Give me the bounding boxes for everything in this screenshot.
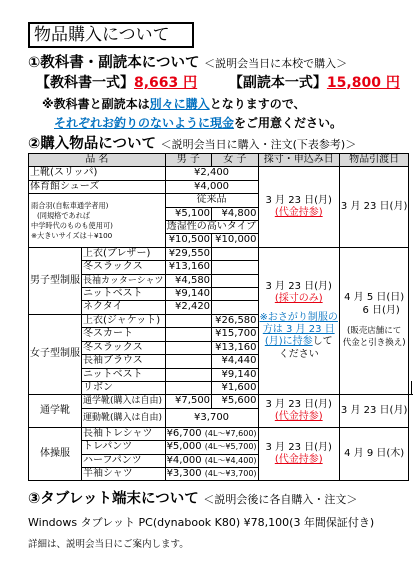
textbook-label: 【教科書一式】 xyxy=(36,75,134,91)
item-name: 体育館シューズ xyxy=(29,180,166,193)
notice-emphasis: 別々に購入 xyxy=(149,97,210,111)
payment-note-text: (代金持参) xyxy=(274,454,323,466)
size-price: (4L～¥3,700) xyxy=(204,468,257,478)
price-female: ¥10,000 xyxy=(212,234,258,247)
item-price-with-size xyxy=(165,467,258,480)
price-female-empty xyxy=(212,261,258,274)
handdown-text: して xyxy=(312,336,333,348)
pickup-date-group-2 xyxy=(339,247,408,394)
price-female: ¥9,140 xyxy=(212,368,258,381)
header-pickup-date: 物品引渡日 xyxy=(339,154,408,167)
price-male-empty xyxy=(165,341,211,354)
price: ¥3,300 xyxy=(166,467,202,479)
raincoat-name: 雨合羽(自転車通学者用) xyxy=(31,200,109,210)
item-price: ¥4,000 xyxy=(165,180,258,193)
price-male-empty xyxy=(165,355,211,368)
price-female: ¥1,600 xyxy=(212,381,258,394)
price-female: ¥15,700 xyxy=(212,328,258,341)
item-name: 半袖シャツ xyxy=(82,467,166,480)
pickup-date-group-4: 4 月 9 日(木) xyxy=(339,427,408,481)
item-price: ¥2,400 xyxy=(165,167,258,180)
section-1-note: ＜説明会当日に本校で購入＞ xyxy=(204,57,348,70)
item-name: 上衣(ブレザー) xyxy=(82,247,166,260)
price-male-empty xyxy=(165,328,211,341)
details-note: 詳細は、説明会当日にご案内します。 xyxy=(28,539,189,550)
pickup-date: 6 日(月) xyxy=(362,304,400,316)
pickup-note: (販売店舗にて xyxy=(346,326,402,337)
payment-note xyxy=(260,411,338,423)
group-gym-clothes: 体操服 xyxy=(29,427,82,481)
handdown-text: ください xyxy=(278,348,319,360)
textbook-price: 8,663 円 xyxy=(134,75,198,91)
order-date-group-2 xyxy=(258,247,339,394)
notice-text: ※教科書と副読本は xyxy=(42,97,150,111)
price: ¥5,000 xyxy=(166,441,202,453)
item-price-with-size xyxy=(165,454,258,467)
price-female-empty xyxy=(212,288,258,301)
item-name: ニットベスト xyxy=(82,288,166,301)
price-female: ¥4,800 xyxy=(212,207,258,220)
price-female-empty xyxy=(212,301,258,314)
item-name: 上靴(スリッパ) xyxy=(29,167,166,180)
raincoat-cell xyxy=(29,194,166,248)
order-date-group-1 xyxy=(258,167,339,247)
raincoat-type: 従来品 xyxy=(165,194,258,207)
notice-text: となりますので、 xyxy=(209,97,306,111)
price-male: ¥29,550 xyxy=(165,247,211,260)
pickup-note: 代金と引き換え) xyxy=(342,338,406,349)
item-price-with-size xyxy=(165,441,258,454)
notice-line-1 xyxy=(42,96,305,112)
pickup-date-group-1: 3 月 23 日(月) xyxy=(339,167,408,247)
price: ¥4,000 xyxy=(166,454,202,466)
payment-note xyxy=(260,207,338,219)
group-female-uniform: 女子型制服 xyxy=(29,314,82,394)
item-name: 長袖カッターシャツ xyxy=(83,275,164,286)
reader-label: 【副読本一式】 xyxy=(228,75,327,91)
section-2-heading xyxy=(28,136,356,153)
price: ¥6,700 xyxy=(166,427,202,439)
item-name: 運動靴(購入は自由) xyxy=(82,408,166,427)
goods-table-body xyxy=(29,154,413,481)
notice-text: をご用意ください。 xyxy=(234,116,343,130)
item-name: ネクタイ xyxy=(82,301,166,314)
page-title: 物品購入について xyxy=(28,22,194,48)
group-male-uniform: 男子型制服 xyxy=(29,247,82,314)
raincoat-size-note: ※大きいサイズは＋¥100 xyxy=(31,230,113,240)
item-price: ¥3,700 xyxy=(165,408,258,427)
header-order-date: 採寸・申込み日 xyxy=(258,154,339,167)
section-3-heading xyxy=(28,491,357,508)
price-male-empty xyxy=(165,368,211,381)
price-male: ¥7,500 xyxy=(165,395,211,408)
item-name: ニットベスト xyxy=(82,368,166,381)
header-male: 男 子 xyxy=(165,154,211,167)
measure-note xyxy=(260,293,338,305)
goods-table xyxy=(28,153,413,481)
item-name: 冬スラックス xyxy=(82,341,166,354)
price-female: ¥26,580 xyxy=(212,314,258,327)
price-male: ¥4,580 xyxy=(165,274,211,287)
raincoat-note: (同規格であれば xyxy=(37,210,91,220)
price-male-empty xyxy=(165,314,211,327)
pickup-date: 4 月 5 日(日) xyxy=(344,292,405,304)
handdown-text: (月)に持参 xyxy=(264,336,313,348)
price-female-empty xyxy=(212,247,258,260)
price-male: ¥10,500 xyxy=(165,234,211,247)
price-female: ¥5,600 xyxy=(212,395,258,408)
price-male: ¥13,160 xyxy=(165,261,211,274)
pickup-date-group-3: 3 月 23 日(月) xyxy=(339,395,408,427)
price-male: ¥2,420 xyxy=(165,301,211,314)
handdown-note xyxy=(260,312,338,349)
item-name: ハーフパンツ xyxy=(82,454,166,467)
section-2-title: ②購入物品について xyxy=(28,136,156,152)
item-name: 上衣(ジャケット) xyxy=(82,314,166,327)
handdown-text: ※おさがり制服の xyxy=(259,311,338,323)
order-date-group-3 xyxy=(258,395,339,427)
section-1-title: ①教科書・副読本について xyxy=(28,55,200,71)
item-name: 冬スラックス xyxy=(82,261,166,274)
item-name: 長袖ブラウス xyxy=(82,355,166,368)
section-2-note: ＜説明会当日に購入・注文(下表参考)＞ xyxy=(160,138,357,151)
payment-note xyxy=(260,454,338,466)
price-female: ¥13,160 xyxy=(212,341,258,354)
header-item: 品 名 xyxy=(29,154,166,167)
order-date: 3 月 23 日(月) xyxy=(265,280,332,292)
order-date: 3 月 23 日(月) xyxy=(265,398,332,410)
payment-note-text: (代金持参) xyxy=(274,411,323,423)
size-price: (4L～¥4,400) xyxy=(204,455,257,465)
order-date-group-4 xyxy=(258,427,339,481)
size-price: (4L～¥7,600) xyxy=(204,428,257,438)
item-name: トレパンツ xyxy=(82,441,166,454)
item-name: リボン xyxy=(82,381,166,394)
measure-note-text: (採寸のみ) xyxy=(274,293,323,305)
item-name: 冬スカート xyxy=(82,328,166,341)
raincoat-note: 中学時代のものも使用可) xyxy=(31,220,113,230)
tablet-info: Windows タブレット PC(dynabook K80) ¥78,100(3 年間保証付き) xyxy=(28,516,375,529)
price-male: ¥5,100 xyxy=(165,207,211,220)
group-commute-shoes: 通学靴 xyxy=(29,395,82,427)
notice-line-2 xyxy=(54,115,342,131)
order-date: 3 月 23 日(月) xyxy=(265,441,332,453)
price-female: ¥4,440 xyxy=(212,355,258,368)
payment-note-text: (代金持参) xyxy=(274,207,323,219)
item-name: 長袖トレシャツ xyxy=(82,427,166,440)
section-3-note: ＜説明会後に各自購入・注文＞ xyxy=(203,493,358,506)
handdown-text: 方は 3 月 23 日 xyxy=(262,324,335,336)
notice-emphasis: それぞれお釣りのないように現金 xyxy=(54,116,235,130)
price-line xyxy=(36,75,400,92)
reader-price: 15,800 円 xyxy=(326,75,400,91)
raincoat-type: 透湿性の高いタイプ xyxy=(166,221,257,233)
size-price: (4L～¥5,700) xyxy=(204,442,257,452)
section-3-title: ③タブレット端末について xyxy=(28,491,199,507)
header-female: 女 子 xyxy=(212,154,258,167)
section-1-heading xyxy=(28,55,347,72)
order-date: 3 月 23 日(月) xyxy=(265,194,332,206)
price-male: ¥9,140 xyxy=(165,288,211,301)
item-name: 通学靴(購入は自由) xyxy=(82,395,166,408)
item-price-with-size xyxy=(165,427,258,440)
price-female-empty xyxy=(212,274,258,287)
price-male-empty xyxy=(165,381,211,394)
